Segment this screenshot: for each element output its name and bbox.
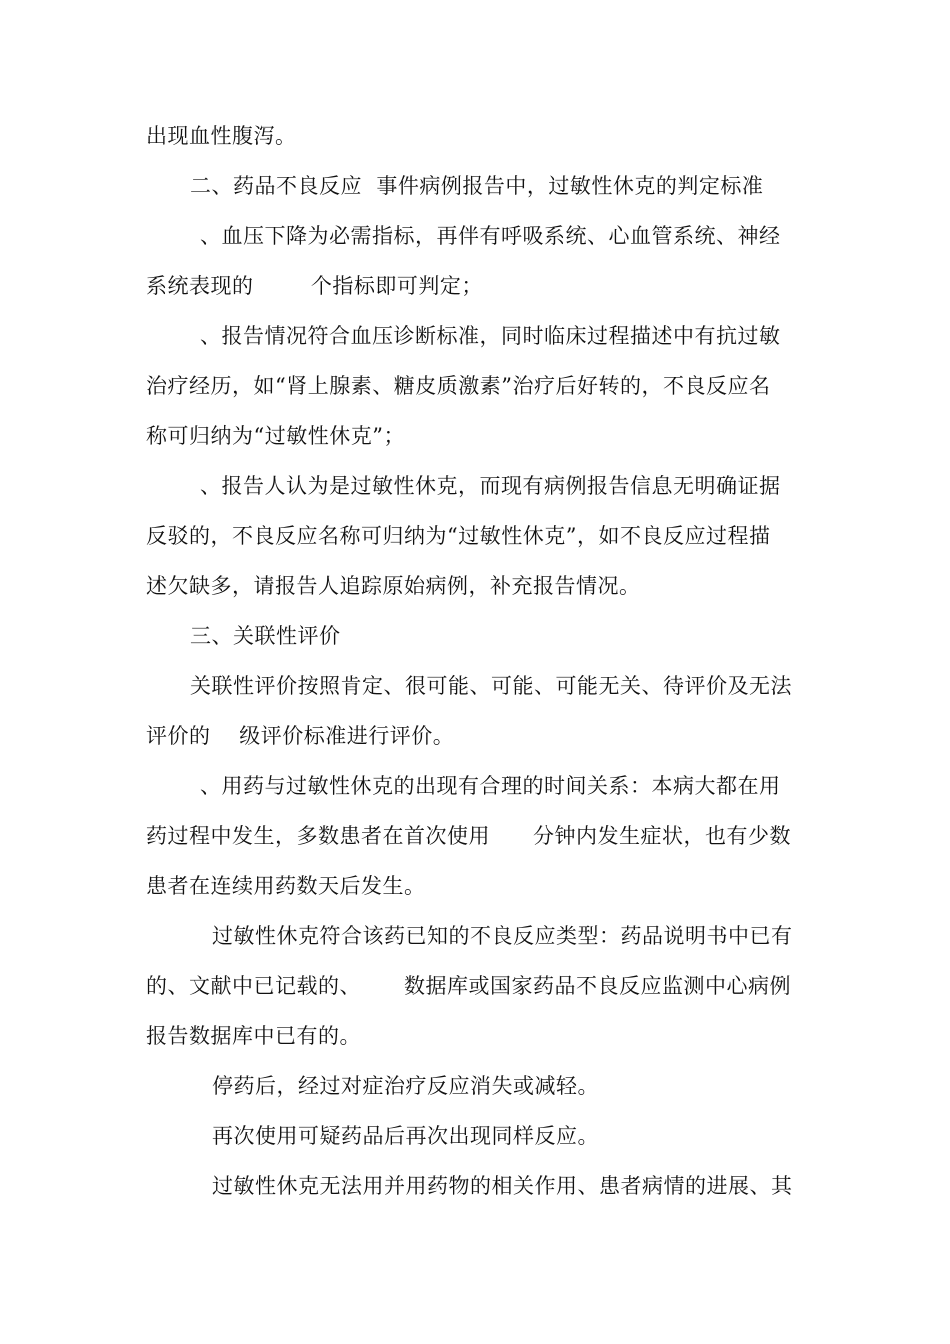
paragraph-line: 出现血性腹泻。 bbox=[146, 124, 297, 148]
section-heading: 二、药品不良反应 事件病例报告中，过敏性休克的判定标准 bbox=[190, 174, 764, 198]
paragraph-line: 治疗经历，如“肾上腺素、糖皮质激素”治疗后好转的，不良反应名 bbox=[146, 374, 771, 398]
paragraph-line: 药过程中发生，多数患者在首次使用 分钟内发生症状，也有少数 bbox=[146, 824, 792, 848]
paragraph-line: 患者在连续用药数天后发生。 bbox=[146, 874, 426, 898]
paragraph-line: 关联性评价按照肯定、很可能、可能、可能无关、待评价及无法 bbox=[190, 674, 792, 698]
paragraph-line: 的、文献中已记载的、 数据库或国家药品不良反应监测中心病例 bbox=[146, 974, 792, 998]
paragraph-line: 反驳的，不良反应名称可归纳为“过敏性休克”，如不良反应过程描 bbox=[146, 524, 771, 548]
paragraph-line: 、报告人认为是过敏性休克，而现有病例报告信息无明确证据 bbox=[200, 474, 781, 498]
paragraph-line: 评价的 级评价标准进行评价。 bbox=[146, 724, 455, 748]
paragraph-line: 再次使用可疑药品后再次出现同样反应。 bbox=[212, 1124, 599, 1148]
paragraph-line: 、报告情况符合血压诊断标准，同时临床过程描述中有抗过敏 bbox=[200, 324, 781, 348]
paragraph-line: 过敏性休克无法用并用药物的相关作用、患者病情的进展、其 bbox=[212, 1174, 793, 1198]
paragraph-line: 称可归纳为“过敏性休克”； bbox=[146, 424, 405, 448]
paragraph-line: 、用药与过敏性休克的出现有合理的时间关系：本病大都在用 bbox=[200, 774, 781, 798]
paragraph-line: 过敏性休克符合该药已知的不良反应类型：药品说明书中已有 bbox=[212, 924, 793, 948]
paragraph-line: 系统表现的 个指标即可判定； bbox=[146, 274, 483, 298]
paragraph-line: 停药后，经过对症治疗反应消失或减轻。 bbox=[212, 1074, 599, 1098]
paragraph-line: 述欠缺多，请报告人追踪原始病例，补充报告情况。 bbox=[146, 574, 641, 598]
paragraph-line: 、血压下降为必需指标，再伴有呼吸系统、心血管系统、神经 bbox=[200, 224, 781, 248]
paragraph-line: 报告数据库中已有的。 bbox=[146, 1024, 361, 1048]
section-heading: 三、关联性评价 bbox=[190, 624, 341, 648]
